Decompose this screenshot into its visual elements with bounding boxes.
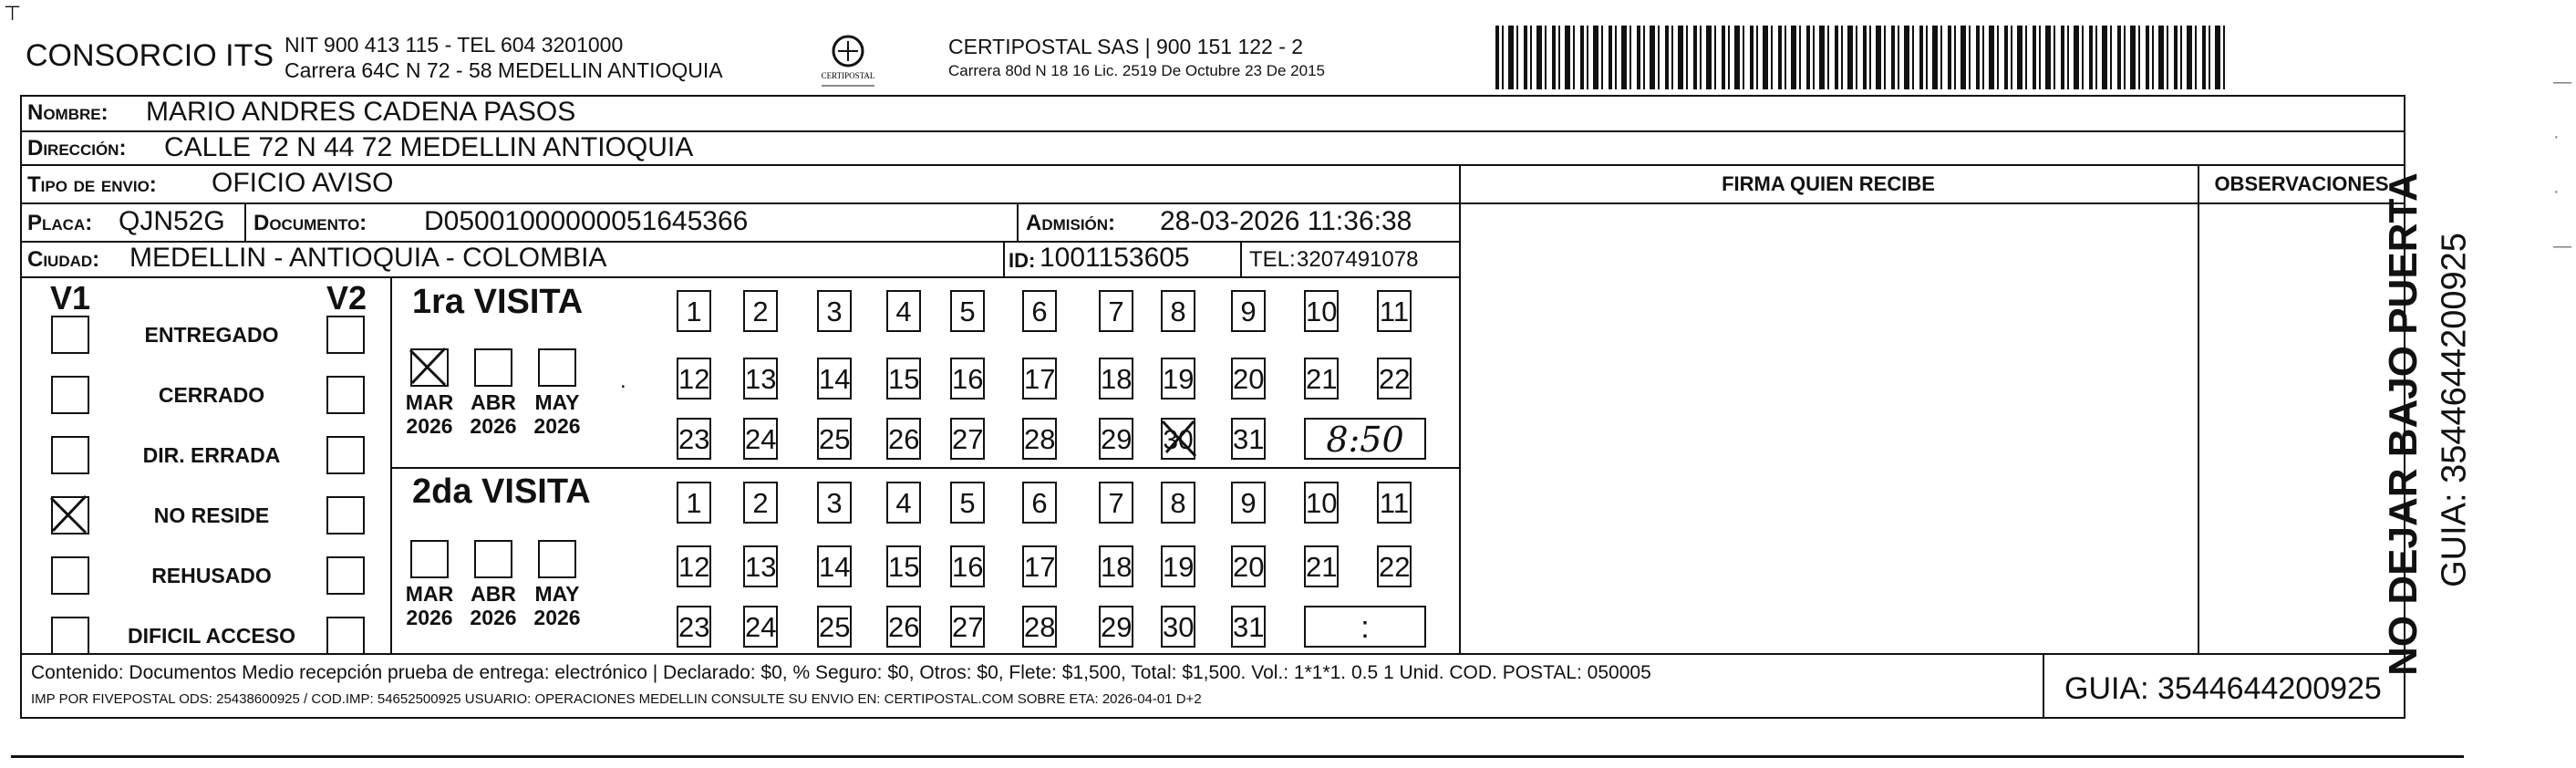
visit2-day-25[interactable]: 25 [817,606,852,648]
visit2-month-checkbox-mar[interactable] [410,540,449,578]
visit1-day-9[interactable]: 9 [1231,290,1266,332]
visit1-day-3[interactable]: 3 [817,290,852,332]
side-warning: NO DEJAR BAJO PUERTA [2381,172,2426,676]
visit1-day-20[interactable]: 20 [1231,358,1266,400]
visit2-year-label: 2026 [470,606,517,629]
visit1-day-4[interactable]: 4 [886,290,921,332]
visit1-month-checkbox-may[interactable] [538,348,576,387]
visit2-title: 2da VISITA [412,472,591,511]
visit1-day-13[interactable]: 13 [743,358,778,400]
status-v1-checkbox-rehusado[interactable] [51,556,89,595]
visit1-day-15[interactable]: 15 [886,358,921,400]
document-number: D05001000000051645366 [424,206,749,236]
visit1-day-6[interactable]: 6 [1022,290,1057,332]
visit2-day-15[interactable]: 15 [886,545,921,587]
visit2-day-5[interactable]: 5 [950,482,985,524]
visit1-month-checkbox-abr[interactable] [474,348,512,387]
recipient-id: 1001153605 [1040,243,1190,273]
visit2-time-box[interactable]: : [1304,606,1426,648]
visit1-year-label: 2026 [470,414,517,438]
imp-line: IMP POR FIVEPOSTAL ODS: 25438600925 / COD.IMP: 54652500925 USUARIO: OPERACIONES MEDELLIN CONSULTE SU ENVIO EN: CERTIPOSTAL.COM SOBRE ETA: 2026-04-01 D+2 [31,691,1202,707]
visit1-day-5[interactable]: 5 [950,290,985,332]
visit1-day-29[interactable]: 29 [1099,418,1133,460]
visit1-day-18[interactable]: 18 [1099,358,1133,400]
visit2-year-label: 2026 [533,606,581,629]
recipient-address: CALLE 72 N 44 72 MEDELLIN ANTIOQUIA [164,132,694,162]
plate: QJN52G [119,206,225,236]
visit2-day-21[interactable]: 21 [1304,545,1339,587]
document-label: Documento: [253,211,367,235]
status-v2-checkbox-cerrado[interactable] [326,376,365,414]
visit1-title: 1ra VISITA [412,283,584,321]
visit1-month-label: MAR [405,390,454,414]
visit2-day-23[interactable]: 23 [677,606,711,648]
edge-marks: — · · — [2553,72,2571,256]
visit1-dot: . [620,368,626,393]
visit1-day-25[interactable]: 25 [817,418,852,460]
visit1-day-30[interactable]: 30 [1161,418,1195,460]
status-label-cerrado: CERRADO [158,383,265,407]
visit2-day-18[interactable]: 18 [1099,545,1133,587]
visit1-day-11[interactable]: 11 [1377,290,1412,332]
status-v1-checkbox-cerrado[interactable] [51,376,89,414]
recipient-name: MARIO ANDRES CADENA PASOS [146,97,576,127]
status-label-dir-errada: DIR. ERRADA [142,443,281,467]
visit2-day-6[interactable]: 6 [1022,482,1057,524]
visit2-day-2[interactable]: 2 [743,482,778,524]
visit2-month-checkbox-may[interactable] [538,540,576,578]
visit1-day-1[interactable]: 1 [677,290,711,332]
visit1-day-2[interactable]: 2 [743,290,778,332]
status-label-no-reside: NO RESIDE [153,503,270,527]
content-line: Contenido: Documentos Medio recepción prueba de entrega: electrónico | Declarado: $0, % Seguro: $0, Otros: $0, Flete: $1,500, Total: $1,500. Vol.: 1*1*1. 0.5 1 Unid. COD. POSTAL: 050005 [31,662,1651,683]
visit1-day-22[interactable]: 22 [1377,358,1412,400]
visit1-day-19[interactable]: 19 [1161,358,1195,400]
company-address: Carrera 64C N 72 - 58 MEDELLIN ANTIOQUIA [284,58,723,82]
visit2-day-4[interactable]: 4 [886,482,921,524]
visit1-day-21[interactable]: 21 [1304,358,1339,400]
visit2-month-label: ABR [471,582,516,606]
visit2-year-label: 2026 [406,606,453,629]
visit2-day-20[interactable]: 20 [1231,545,1266,587]
observations-header: OBSERVACIONES [2214,172,2389,195]
status-v1-checkbox-dir-errada[interactable] [51,436,89,474]
status-v2-checkbox-entregado[interactable] [326,316,365,354]
admission-label: Admisión: [1026,211,1116,235]
visit1-day-27[interactable]: 27 [950,418,985,460]
company-name: CONSORCIO ITS [26,38,274,73]
corner-mark: ⊤ [4,2,22,25]
visit1-day-7[interactable]: 7 [1099,290,1133,332]
name-label: Nombre: [27,100,109,125]
bottom-rule [11,755,2464,758]
visit2-day-27[interactable]: 27 [950,606,985,648]
footer-guia: GUIA: 3544644200925 [2064,671,2382,706]
visit1-day-26[interactable]: 26 [886,418,921,460]
status-v2-checkbox-rehusado[interactable] [326,556,365,595]
visit2-day-24[interactable]: 24 [743,606,778,648]
visit2-day-9[interactable]: 9 [1231,482,1266,524]
visit2-day-7[interactable]: 7 [1099,482,1133,524]
visit1-day-14[interactable]: 14 [817,358,852,400]
status-label-rehusado: REHUSADO [151,564,272,587]
visit2-day-13[interactable]: 13 [743,545,778,587]
visit2-day-26[interactable]: 26 [886,606,921,648]
visit1-day-23[interactable]: 23 [677,418,711,460]
status-v1-checkbox-no-reside[interactable] [51,496,89,534]
status-v2-checkbox-dificil-acceso[interactable] [326,617,365,655]
company-nit: NIT 900 413 115 - TEL 604 3201000 [284,33,624,57]
visit2-month-checkbox-abr[interactable] [474,540,512,578]
id-label: ID: [1009,249,1036,272]
status-v1-checkbox-dificil-acceso[interactable] [51,617,89,655]
visit2-day-8[interactable]: 8 [1161,482,1195,524]
status-v1-checkbox-entregado[interactable] [51,316,89,354]
visit1-month-checkbox-mar[interactable] [410,348,449,387]
visit1-day-16[interactable]: 16 [950,358,985,400]
visit1-day-31[interactable]: 31 [1231,418,1266,460]
visit2-day-16[interactable]: 16 [950,545,985,587]
plate-label: Placa: [27,211,93,235]
visit1-day-10[interactable]: 10 [1304,290,1339,332]
city-label: Ciudad: [27,247,100,272]
recipient-tel: 3207491078 [1297,247,1419,272]
visit1-day-8[interactable]: 8 [1161,290,1195,332]
status-v2-checkbox-no-reside[interactable] [326,496,365,534]
certipostal-logo [816,31,880,91]
visit1-month-label: MAY [534,390,580,414]
visit2-day-1[interactable]: 1 [677,482,711,524]
visit2-day-22[interactable]: 22 [1377,545,1412,587]
visit2-day-11[interactable]: 11 [1377,482,1412,524]
status-v2-checkbox-dir-errada[interactable] [326,436,365,474]
type-label: Tipo de envio: [27,172,157,197]
visit1-day-28[interactable]: 28 [1022,418,1057,460]
status-label-dificil-acceso: DIFICIL ACCESO [127,624,295,648]
visit1-month-label: ABR [471,390,516,414]
visit2-day-19[interactable]: 19 [1161,545,1195,587]
visit2-day-3[interactable]: 3 [817,482,852,524]
visit1-time-box[interactable]: 8:50 [1304,418,1426,460]
visit2-month-label: MAY [534,582,580,606]
admission-datetime: 28-03-2026 11:36:38 [1160,206,1412,236]
visit2-day-29[interactable]: 29 [1099,606,1133,648]
visit2-month-label: MAR [405,582,454,606]
address-label: Dirección: [27,136,127,161]
signature-header: FIRMA QUIEN RECIBE [1722,172,1935,195]
visit2-day-17[interactable]: 17 [1022,545,1057,587]
v1-label: V1 [50,279,91,317]
tel-label: TEL: [1249,247,1296,272]
visit2-day-12[interactable]: 12 [677,545,711,587]
shipment-type: OFICIO AVISO [212,168,394,198]
city: MEDELLIN - ANTIOQUIA - COLOMBIA [129,243,607,273]
carrier-name: CERTIPOSTAL SAS | 900 151 122 - 2 [948,35,1304,58]
carrier-address: Carrera 80d N 18 16 Lic. 2519 De Octubre 23 De 2015 [948,62,1325,79]
side-guia: GUIA: 3544644200925 [2435,233,2474,587]
visit1-day-24[interactable]: 24 [743,418,778,460]
visit2-day-30[interactable]: 30 [1161,606,1195,648]
visit1-day-17[interactable]: 17 [1022,358,1057,400]
v2-label: V2 [326,279,367,317]
visit2-day-10[interactable]: 10 [1304,482,1339,524]
status-label-entregado: ENTREGADO [144,323,279,347]
svg-text:CERTIPOSTAL: CERTIPOSTAL [821,71,875,80]
visit2-day-31[interactable]: 31 [1231,606,1266,648]
visit1-year-label: 2026 [533,414,581,438]
visit1-day-12[interactable]: 12 [677,358,711,400]
visit2-day-28[interactable]: 28 [1022,606,1057,648]
visit2-day-14[interactable]: 14 [817,545,852,587]
barcode [1495,26,2225,89]
visit1-year-label: 2026 [406,414,453,438]
